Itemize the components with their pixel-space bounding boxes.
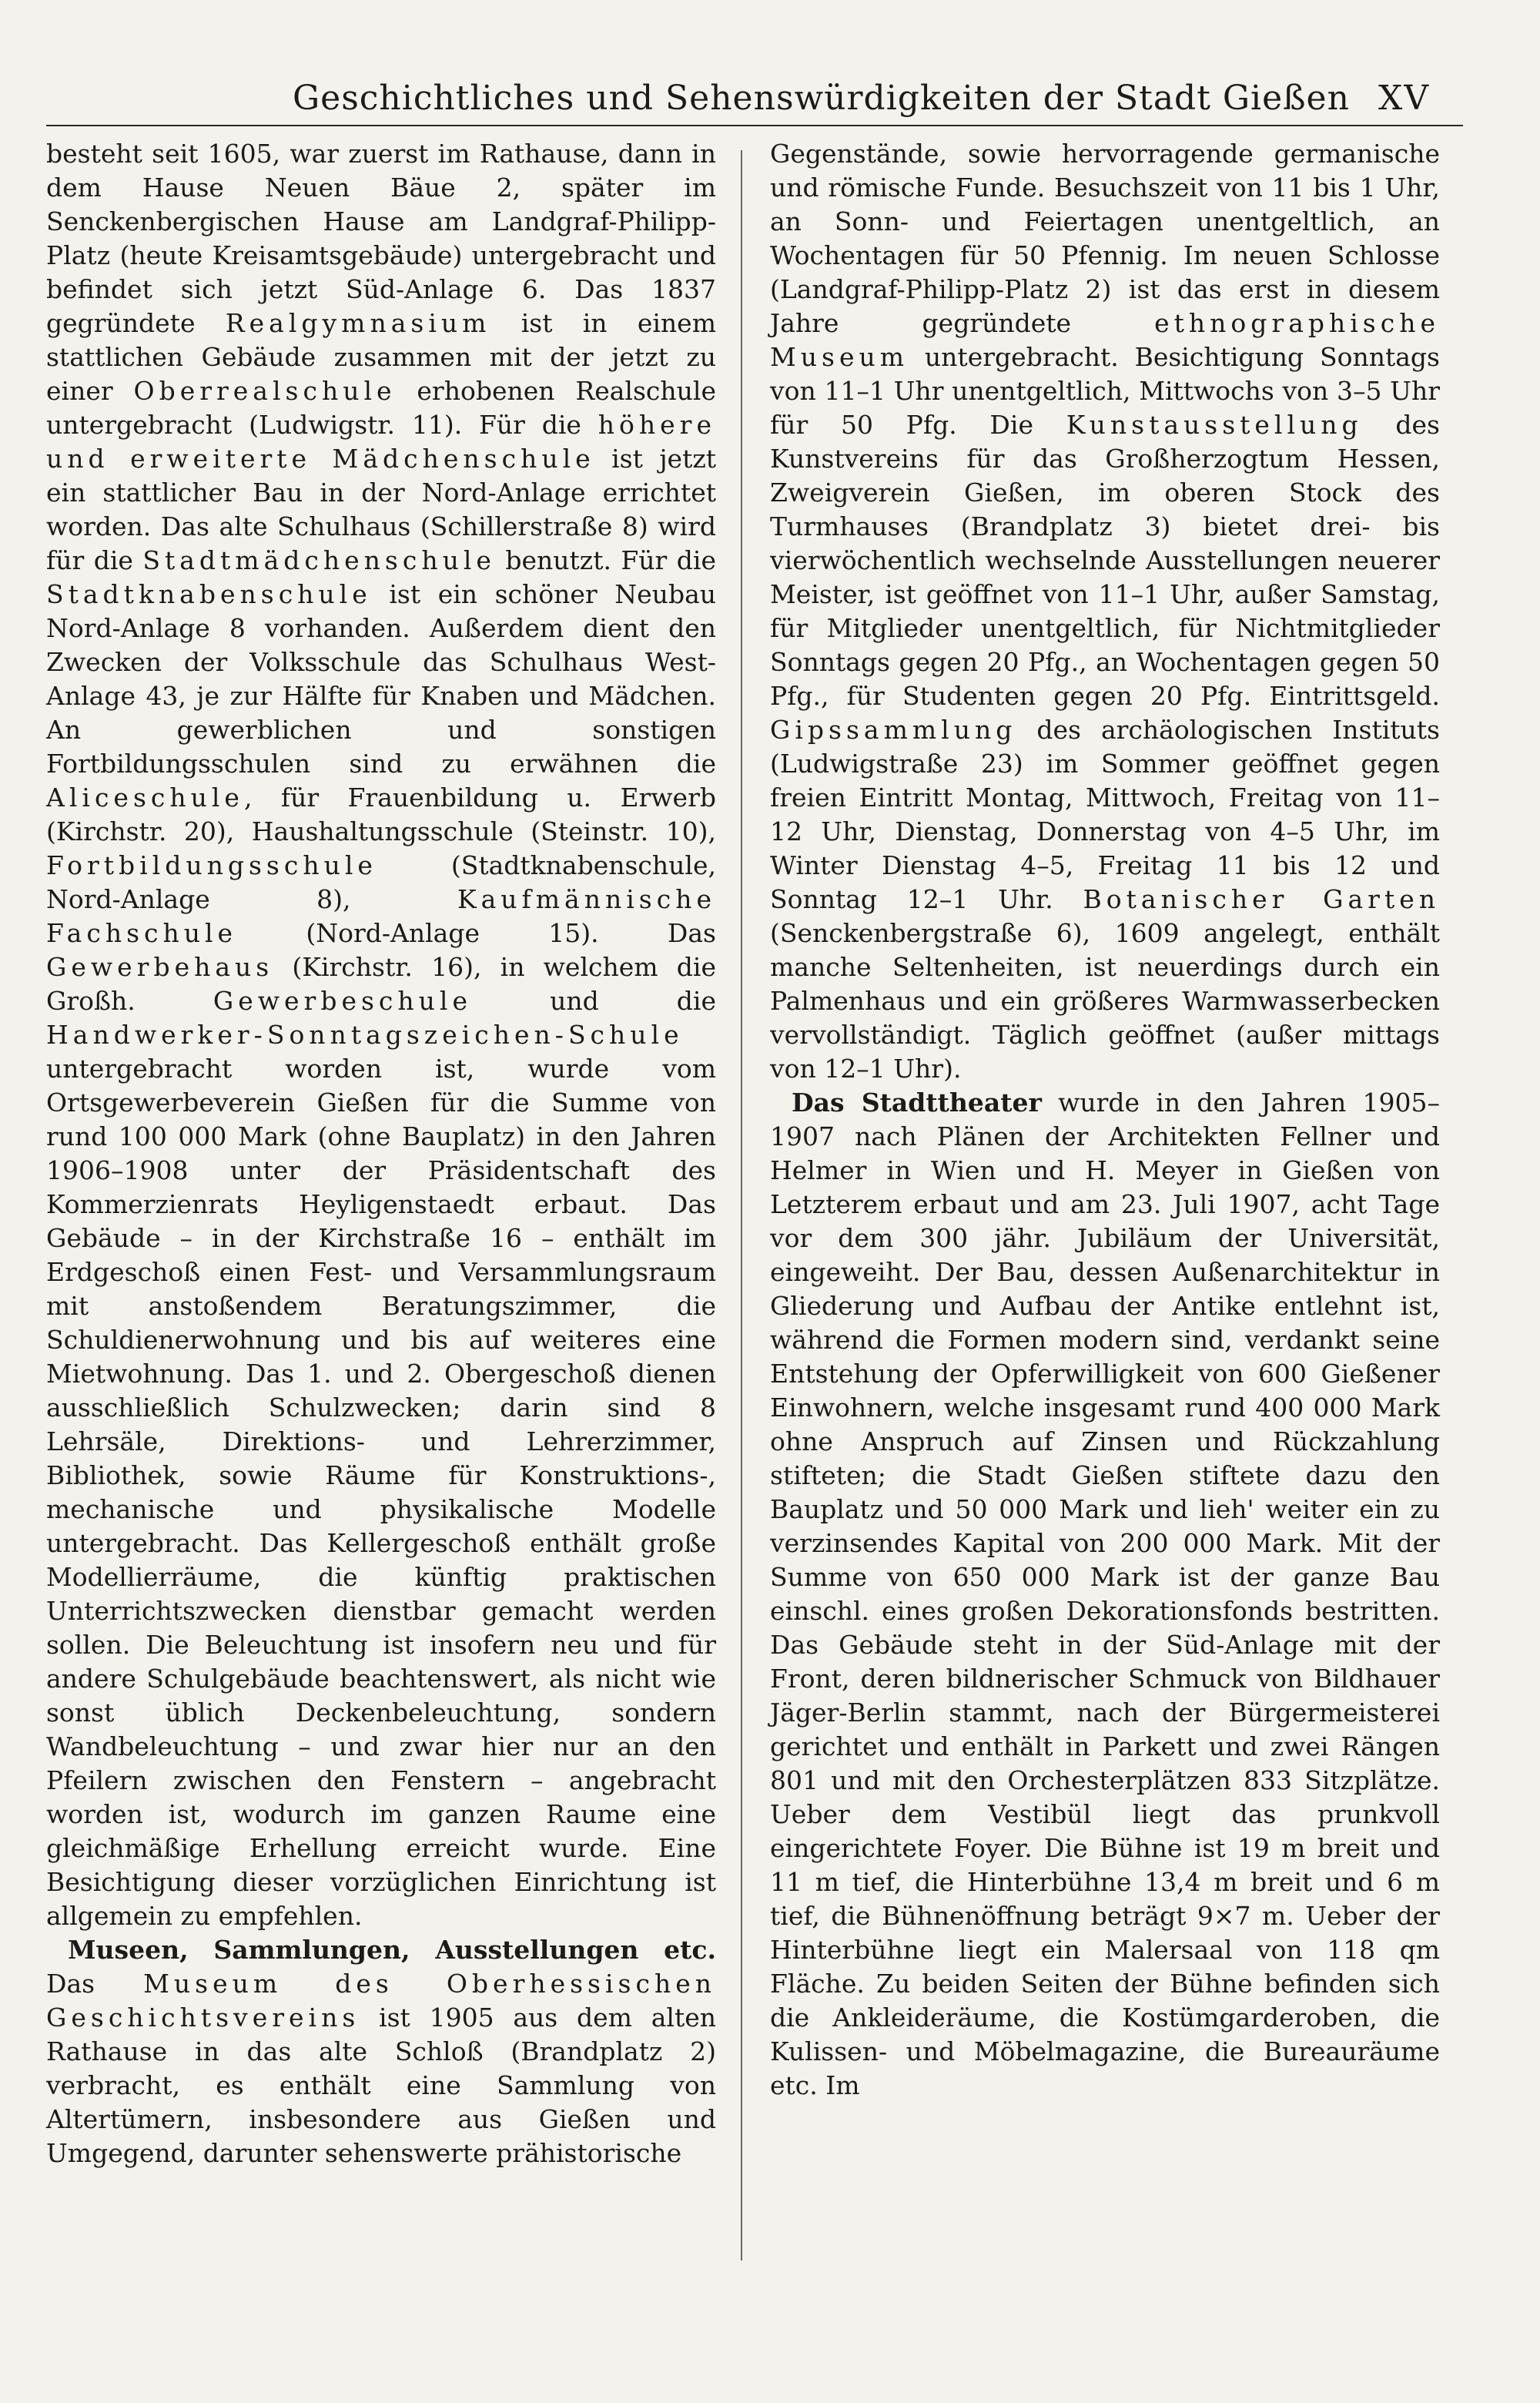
text-run: und die (471, 986, 716, 1016)
column-divider (741, 150, 742, 2261)
spaced-term: Handwerker-Sonntagszeichen-Schule (46, 1020, 684, 1050)
header-rule (46, 125, 1463, 126)
text-run: untergebracht worden ist, wurde vom Ortsgewerbeverein Gießen für die Summe von rund 100 000 Mark (ohne Bauplatz) in den Jahren 1906–1908 unter der Präsidentschaft des Kommerzienrats Heyligenstaedt erbaut. Das Gebäude – in der Kirchstraße 16 – enthält im Erdgeschoß einen Fest- und Versammlungsraum mit anstoßendem Beratungszimmer, die Schuldienerwohnung und bis auf weiteres eine Mietwohnung. Das 1. und 2. Obergeschoß dienen ausschließlich Schulzwecken; darin sind 8 Lehrsäle, Direktions- und Lehrerzimmer, Bibliothek, sowie Räume für Konstruktions-, mechanische und physikalische Modelle untergebracht. Das Kellergeschoß enthält große Modellierräume, die künftig praktischen Unterrichtszwecken dienstbar gemacht werden sollen. Die Beleuchtung ist insofern neu und für andere Schulgebäude beachtenswert, als nicht wie sonst üblich Deckenbeleuchtung, sondern Wandbeleuchtung – und zwar hier nur an den Pfeilern zwischen den Fenstern – angebracht worden ist, wodurch im ganzen Raume eine gleichmäßige Erhellung erreicht wurde. Eine Besichtigung dieser vorzüglichen Einrichtung ist allgemein zu empfehlen. (46, 1054, 716, 1931)
spaced-term: Aliceschule (46, 783, 244, 813)
header-title: Geschichtliches und Sehenswürdigkeiten der Stadt Gießen (293, 79, 1350, 118)
museums-paragraph (46, 1933, 716, 2170)
text-run: Gegenstände, sowie hervorragende germanische und römische Funde. Besuchszeit von 11 bis 1 Uhr, an Sonn- und Feiertagen unentgeltlich, an Wochentagen für 50 Pfennig. Im neuen Schlosse (Landgraf-Philipp-Platz 2) ist das erst in diesem Jahre gegründete (770, 139, 1440, 338)
spaced-term: Kunstausstellung (1066, 410, 1363, 440)
text-run: wurde in den Jahren 1905–1907 nach Plänen der Architekten Fellner und Helmer in Wien und H. Meyer in Gießen von Letzterem erbaut und am 23. Juli 1907, acht Tage vor dem 300 jähr. Jubiläum der Universität, eingeweiht. Der Bau, dessen Außenarchitektur in Gliederung und Aufbau der Antike entlehnt ist, während die Formen modern sind, verdankt seine Entstehung der Opferwilligkeit von 600 Gießener Einwohnern, welche insgesamt rund 400 000 Mark ohne Anspruch auf Zinsen und Rückzahlung stifteten; die Stadt Gießen stiftete dazu den Bauplatz und 50 000 Mark und lieh' weiter ein zu verzinsendes Kapital von 200 000 Mark. Mit der Summe von 650 000 Mark ist der ganze Bau einschl. eines großen Dekorationsfonds bestritten. Das Gebäude steht in der Süd-Anlage mit der Front, deren bildnerischer Schmuck von Bildhauer Jäger-Berlin stammt, nach der Bürgermeisterei gerichtet und enthält in Parkett und zwei Rängen 801 und mit den Orchesterplätzen 833 Sitzplätze. Ueber dem Vestibül liegt das prunkvoll eingerichtete Foyer. Die Bühne ist 19 m breit und 11 m tief, die Hinterbühne 13,4 m breit und 6 m tief, die Bühnenöffnung beträgt 9×7 m. Ueber der Hinterbühne liegt ein Malersaal von 118 qm Fläche. Zu beiden Seiten der Bühne befinden sich die Ankleideräume, die Kostümgarderoben, die Kulissen- und Möbelmagazine, die Bureauräume etc. Im (770, 1088, 1440, 2100)
text-run: (Nord-Anlage 15). Das (237, 918, 716, 948)
text-run: , für Frauenbildung u. Erwerb (Kirchstr. 20), (46, 783, 716, 846)
spaced-term: Gewerbehaus (46, 952, 274, 982)
spaced-term: Gipssammlung (770, 715, 1017, 745)
text-run: ist in einem stattlichen Gebäude zusammen mit der jetzt zu einer (46, 308, 717, 406)
text-run: ist ein schöner Neubau Nord-Anlage 8 vorhanden. Außerdem dient den Zwecken der Volksschule das Schulhaus West-Anlage 43, je zur Hälfte für Knaben und Mädchen. An gewerblichen und sonstigen Fortbildungsschulen sind zu erwähnen die (46, 579, 716, 779)
text-run: erhobenen Realschule untergebracht (Ludwigstr. 11). Für die (46, 376, 716, 440)
section-heading-museums: Museen, Sammlungen, Ausstellungen etc. (68, 1935, 716, 1965)
text-run: ist 1905 aus dem alten Rathause in das alte Schloß (Brandplatz 2) verbracht, es enthält eine Sammlung von Altertümern, insbesondere aus Gießen und Umgegend, darunter sehenswerte prähistorische (46, 2002, 716, 2168)
text-run: (Kirchstr. 16), in welchem die Großh. (46, 952, 716, 1016)
spaced-term: Botanischer Garten (1083, 884, 1441, 914)
spaced-term: ethnographische Museum (770, 308, 1440, 372)
term: Haushaltungsschule (251, 816, 514, 846)
spaced-term: Oberrealschule (133, 376, 397, 406)
text-run: untergebracht. Besichtigung Sonntags von 11–1 Uhr unentgeltlich, Mittwochs von 3–5 Uhr für 50 Pfg. Die (770, 342, 1440, 440)
spaced-term: Stadtmädchenschule (142, 545, 496, 575)
schools-paragraph (46, 137, 716, 1933)
text-run: (Steinstr. 10), (513, 816, 717, 846)
page-number: XV (1378, 79, 1431, 118)
text-run: (Senckenbergstraße 6), 1609 angelegt, enthält manche Seltenheiten, ist neuerdings durch ein Palmenhaus und ein größeres Warmwasserbecken vervollständigt. Täglich geöffnet (außer mittags von 12–1 Uhr). (770, 918, 1440, 1084)
text-run: des Kunstvereins für das Großherzogtum Hessen, Zweigverein Gießen, im oberen Stock des Turmhauses (Brandplatz 3) bietet drei- bis vierwöchentlich wechselnde Ausstellungen neuerer Meister, ist geöffnet von 11–1 Uhr, außer Samstag, für Mitglieder unentgeltlich, für Nichtmitglieder Sonntags gegen 20 Pfg., an Wochentagen gegen 50 Pfg., für Studenten gegen 20 Pfg. Eintrittsgeld. (770, 410, 1440, 711)
text-run: besteht seit 1605, war zuerst im Rathause, dann in dem Hause Neuen Bäue 2, später im Senckenbergischen Hause am Landgraf-Philipp-Platz (heute Kreisamtsgebäude) untergebracht und befindet sich jetzt Süd-Anlage 6. Das 1837 gegründete (46, 139, 716, 338)
text-run: (Stadtknabenschule, Nord-Anlage 8), (46, 850, 716, 914)
spaced-term: Gewerbeschule (213, 986, 472, 1016)
spaced-term: Stadtknabenschule (46, 579, 372, 609)
spaced-term: Museum des Oberhessischen Geschichtsvereins (46, 1969, 717, 2033)
running-header (0, 71, 1540, 125)
text-run: ist jetzt ein stattlicher Bau in der Nord-Anlage errichtet worden. Das alte Schulhaus (Schillerstraße 8) wird für die (46, 444, 716, 575)
spaced-term: höhere und erweiterte Mädchenschule (46, 410, 716, 474)
text-run: des archäologischen Instituts (Ludwigstraße 23) im Sommer geöffnet gegen freien Eintritt Montag, Mittwoch, Freitag von 11–12 Uhr, Dienstag, Donnerstag von 4–5 Uhr, im Winter Dienstag 4–5, Freitag 11 bis 12 und Sonntag 12–1 Uhr. (770, 715, 1440, 914)
collections-paragraph (770, 137, 1440, 1086)
text-run: Das (46, 1969, 144, 1999)
right-column (770, 137, 1440, 2103)
spaced-term: Realgymnasium (225, 308, 491, 338)
left-column (46, 137, 716, 2170)
spaced-term: Kaufmännische Fachschule (46, 884, 716, 948)
spaced-term: Fortbildungsschule (46, 850, 377, 880)
text-run: benutzt. Für die (495, 545, 716, 575)
theater-paragraph (770, 1086, 1440, 2103)
section-heading-theater: Das Stadttheater (792, 1088, 1042, 1118)
